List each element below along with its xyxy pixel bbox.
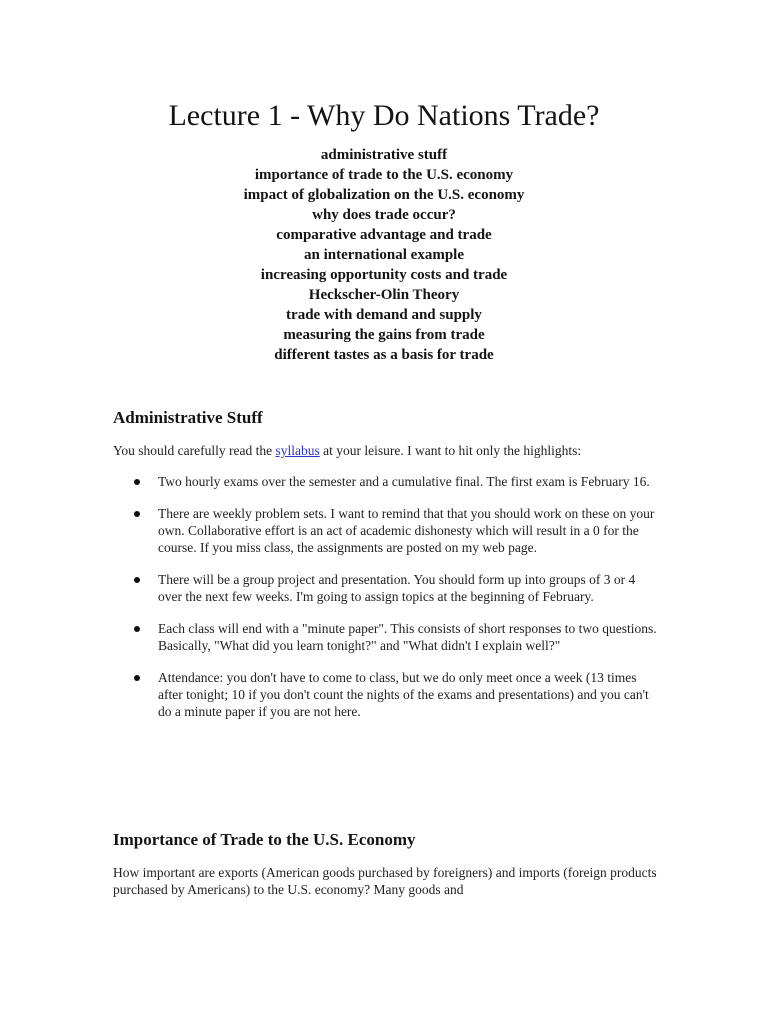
list-item — [113, 669, 658, 720]
list-item — [113, 505, 658, 556]
list-item-text: There will be a group project and presentation. You should form up into groups of 3 or 4 over the next few weeks. I'm going to assign topics at the beginning of February. — [158, 572, 636, 604]
list-item — [113, 571, 658, 605]
syllabus-link[interactable]: syllabus — [275, 443, 320, 458]
list-item-text: Two hourly exams over the semester and a cumulative final. The first exam is February 16. — [158, 474, 650, 489]
bullet-dot-icon — [134, 511, 140, 517]
list-item — [113, 473, 658, 490]
bullet-dot-icon — [134, 675, 140, 681]
list-item — [113, 620, 658, 654]
bullet-dot-icon — [134, 479, 140, 485]
toc-item: different tastes as a basis for trade — [274, 347, 494, 363]
admin-bullet-list — [113, 473, 658, 735]
toc-item: Heckscher-Olin Theory — [308, 287, 460, 303]
table-of-contents — [0, 145, 768, 365]
toc-item: administrative stuff — [320, 147, 448, 163]
bullet-dot-icon — [134, 577, 140, 583]
toc-item: an international example — [304, 247, 464, 263]
toc-item: increasing opportunity costs and trade — [260, 267, 508, 283]
importance-paragraph: How important are exports (American goods purchased by foreigners) and imports (foreign products purchased by Americans) to the U.S. economy? Many goods and — [113, 865, 657, 897]
toc-item: why does trade occur? — [312, 207, 456, 223]
bullet-dot-icon — [134, 626, 140, 632]
toc-item: measuring the gains from trade — [283, 327, 485, 343]
toc-item: importance of trade to the U.S. economy — [254, 167, 514, 183]
toc-item: comparative advantage and trade — [276, 227, 492, 243]
admin-intro-text-end: at your leisure. I want to hit only the highlights: — [319, 443, 582, 458]
list-item-text: Each class will end with a "minute paper". This consists of short responses to two questions. Basically, "What did you learn tonight?" and "What didn't I explain well?" — [158, 621, 657, 653]
section-heading-importance: Importance of Trade to the U.S. Economy — [113, 830, 416, 849]
toc-item: impact of globalization on the U.S. economy — [243, 187, 525, 203]
admin-intro-text: You should carefully read the — [113, 443, 276, 458]
page-title: Lecture 1 - Why Do Nations Trade? — [168, 99, 600, 132]
list-item-text: Attendance: you don't have to come to class, but we do only meet once a week (13 times after tonight; 10 if you don't count the nights of the exams and presentations) and you can't do a minute paper if you are not here. — [158, 670, 649, 719]
admin-intro-paragraph — [113, 442, 658, 459]
list-item-text: There are weekly problem sets. I want to remind that that you should work on these on your own. Collaborative effort is an act of academic dishonesty which will result in a 0 for the course. If you miss class, the assignments are posted on my web page. — [158, 506, 655, 555]
section-heading-administrative: Administrative Stuff — [113, 408, 263, 427]
toc-item: trade with demand and supply — [286, 307, 482, 323]
